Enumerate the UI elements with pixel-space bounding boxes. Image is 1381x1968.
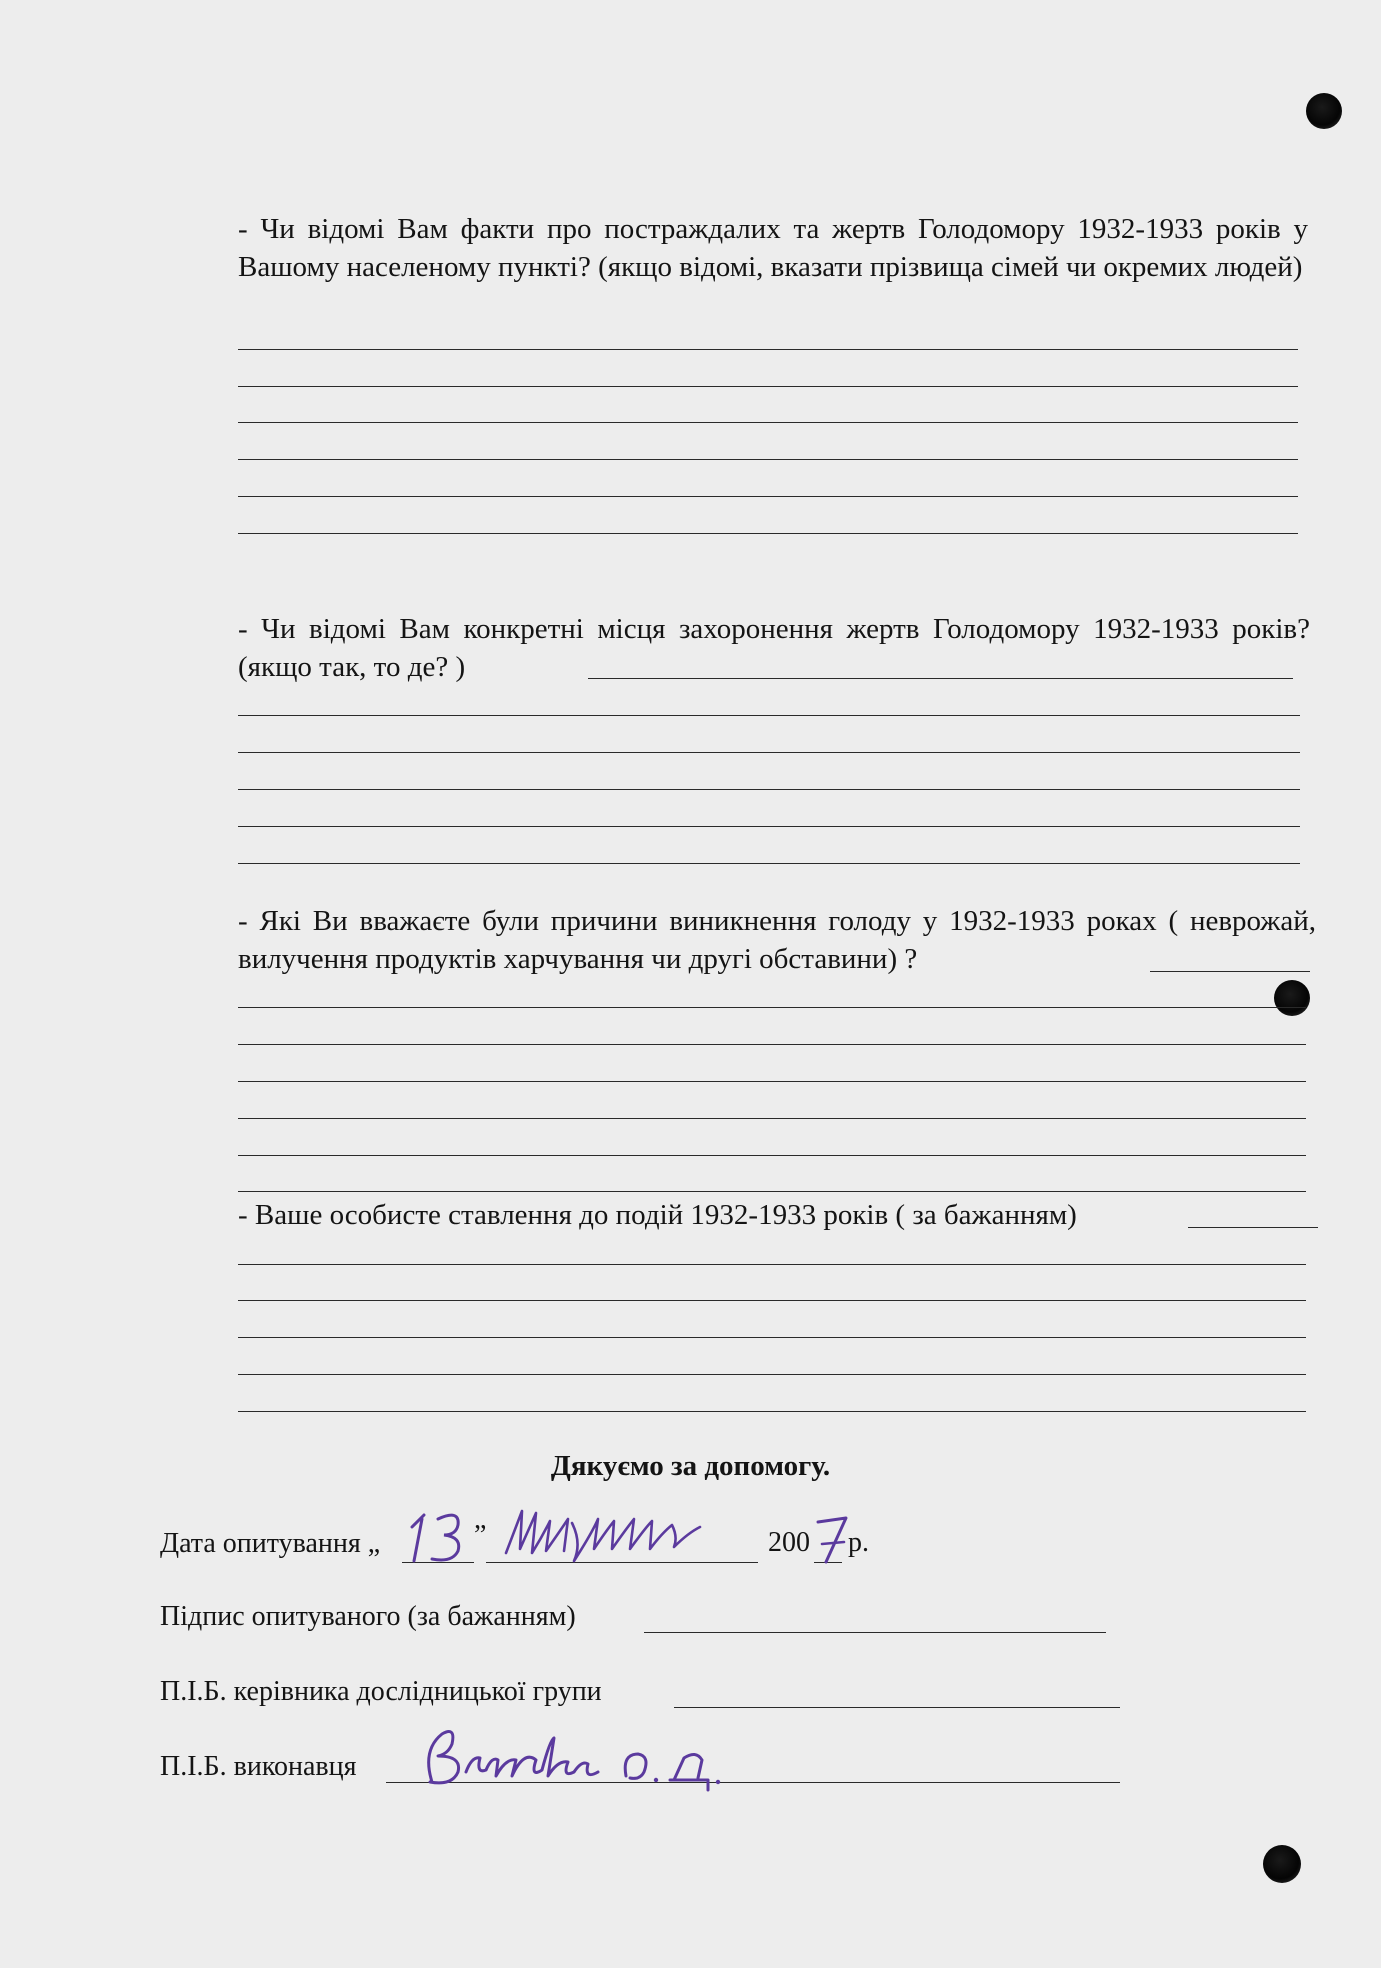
respondent-signature-label: Підпис опитуваного (за бажанням): [160, 1601, 576, 1632]
punch-hole-middle: [1274, 980, 1310, 1016]
executor-label: П.І.Б. виконавця: [160, 1751, 357, 1782]
handwritten-year-digit: [812, 1512, 852, 1566]
question-3-text: - Які Ви вважаєте були причини виникнення голоду у 1932-1933 роках ( неврожай, вилучення продуктів харчування чи другі обставини) ?: [238, 905, 1316, 975]
punch-hole-top: [1306, 93, 1342, 129]
survey-date-year-prefix: 200: [768, 1527, 810, 1558]
punch-hole-bottom: [1263, 1845, 1301, 1883]
question-1-text: - Чи відомі Вам факти про постраждалих та жертв Голодомору 1932-1933 років у Вашому населеному пункті? (якщо відомі, вказати прізвища сімей чи окремих людей): [238, 213, 1308, 283]
thanks-heading: Дякуємо за допомогу.: [550, 1450, 831, 1482]
group-leader-label: П.І.Б. керівника дослідницької групи: [160, 1676, 602, 1707]
question-2-text: - Чи відомі Вам конкретні місця захоронення жертв Голодомору 1932-1933 років? (якщо так, то де? ): [238, 613, 1310, 683]
handwritten-month: [502, 1503, 722, 1567]
survey-date-label: Дата опитування „: [160, 1528, 381, 1559]
executor-handwritten-name: [412, 1720, 782, 1800]
handwritten-day: [408, 1505, 478, 1565]
survey-date-quote: ”: [474, 1520, 487, 1551]
question-4-text: - Ваше особисте ставлення до подій 1932-1933 років ( за бажанням): [238, 1199, 1077, 1231]
survey-date-year-suffix: р.: [848, 1527, 869, 1558]
